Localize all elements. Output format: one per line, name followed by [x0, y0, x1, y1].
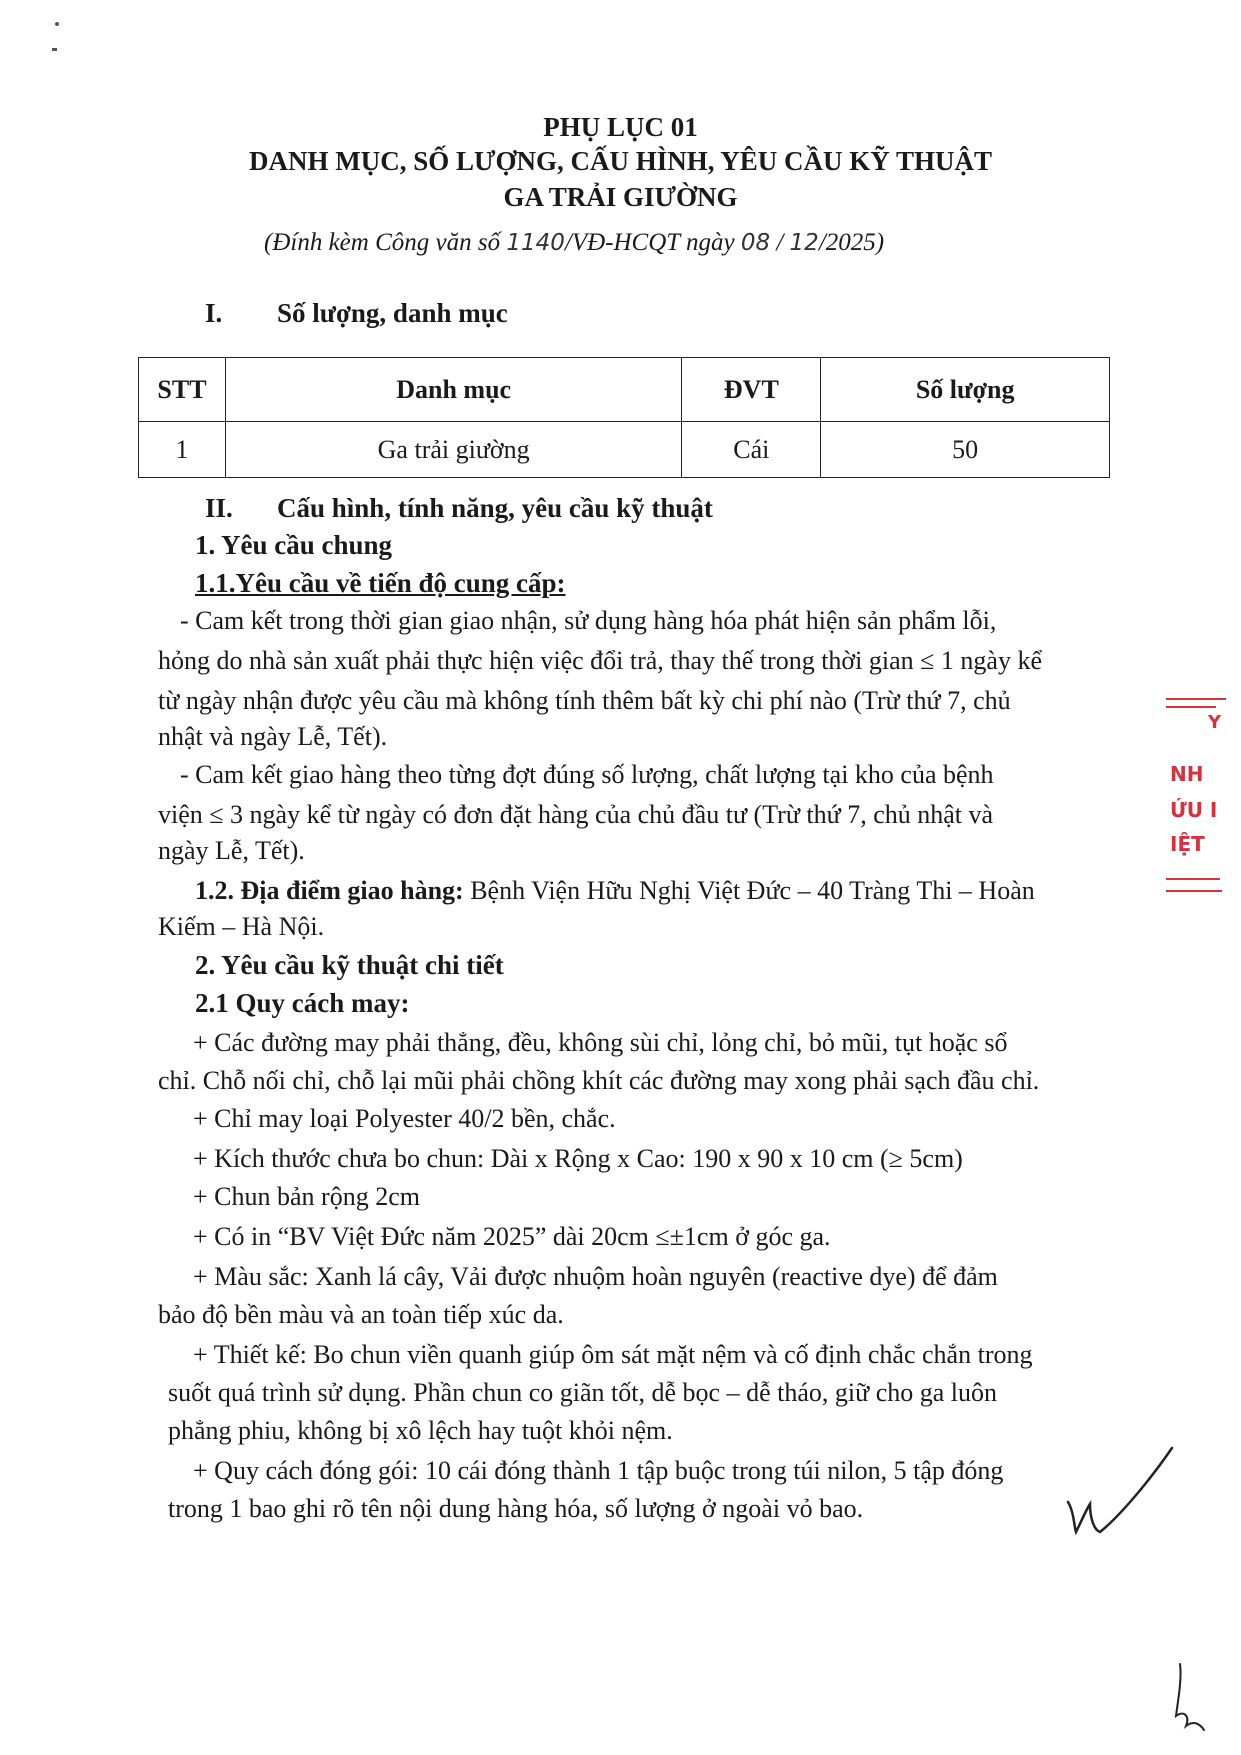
location-value: Bệnh Viện Hữu Nghị Việt Đức – 40 Tràng Thi – Hoàn: [463, 876, 1035, 905]
sewing-heading: 2.1 Quy cách may:: [195, 988, 410, 1018]
sewing-line-8: bảo độ bền màu và an toàn tiếp xúc da.: [158, 1300, 564, 1329]
attachment-prefix: (Đính kèm Công văn số: [264, 229, 501, 256]
scan-speck: [52, 48, 57, 51]
progress-p1-line3: từ ngày nhận được yêu cầu mà không tính thêm bất kỳ chi phí nào (Trừ thứ 7, chủ: [158, 686, 1011, 715]
header-stt: STT: [139, 358, 226, 422]
progress-p2-line2: viện ≤ 3 ngày kể từ ngày có đơn đặt hàng của chủ đầu tư (Trừ thứ 7, chủ nhật và: [158, 800, 994, 829]
sewing-line-12: + Quy cách đóng gói: 10 cái đóng thành 1 tập buộc trong túi nilon, 5 tập đóng: [193, 1456, 1004, 1485]
progress-p1-line2: hỏng do nhà sản xuất phải thực hiện việc đổi trả, thay thế trong thời gian ≤ 1 ngày kể: [158, 646, 1043, 675]
corner-initial: [1160, 1660, 1210, 1740]
sewing-line-4: + Kích thước chưa bo chun: Dài x Rộng x Cao: 190 x 90 x 10 cm (≥ 5cm): [193, 1144, 963, 1173]
table-header-row: [139, 358, 1110, 422]
progress-p1-line1: - Cam kết trong thời gian giao nhận, sử dụng hàng hóa phát hiện sản phẩm lỗi,: [180, 606, 997, 635]
detail-requirements-heading: 2. Yêu cầu kỹ thuật chi tiết: [195, 950, 504, 980]
section1-title: Số lượng, danh mục: [277, 298, 508, 328]
initial-signature: [1060, 1440, 1180, 1550]
document-title-line1: DANH MỤC, SỐ LƯỢNG, CẤU HÌNH, YÊU CẦU KỸ THUẬT: [248, 146, 993, 176]
section2-title: Cấu hình, tính năng, yêu cầu kỹ thuật: [277, 493, 713, 523]
stamp-fragment-3: ỨU I: [1170, 798, 1218, 822]
progress-heading: 1.1.Yêu cầu về tiến độ cung cấp:: [195, 568, 566, 598]
partial-stamp: [1162, 690, 1232, 920]
header-unit: ĐVT: [682, 358, 821, 422]
header-category: Danh mục: [225, 358, 681, 422]
handwritten-month: 12: [789, 230, 819, 256]
cell-category: Ga trải giường: [225, 422, 681, 478]
sewing-line-7: + Màu sắc: Xanh lá cây, Vải được nhuộm hoàn nguyên (reactive dye) để đảm: [193, 1262, 998, 1291]
sewing-line-6: + Có in “BV Việt Đức năm 2025” dài 20cm ≤±1cm ở góc ga.: [193, 1222, 831, 1251]
appendix-title: PHỤ LỤC 01: [543, 112, 698, 142]
sewing-line-13: trong 1 bao ghi rõ tên nội dung hàng hóa, số lượng ở ngoài vỏ bao.: [168, 1494, 864, 1523]
sewing-line-9: + Thiết kế: Bo chun viền quanh giúp ôm sát mặt nệm và cố định chắc chắn trong: [193, 1340, 1033, 1369]
handwritten-doc-number: 1140: [506, 230, 565, 256]
header-quantity: Số lượng: [821, 358, 1110, 422]
sewing-line-5: + Chun bản rộng 2cm: [193, 1182, 420, 1211]
sewing-line-1: + Các đường may phải thẳng, đều, không sùi chỉ, lỏng chỉ, bỏ mũi, tụt hoặc sổ: [193, 1028, 1008, 1057]
stamp-fragment-2: NH: [1170, 762, 1204, 786]
date-separator: /: [776, 229, 784, 256]
progress-p2-line3: ngày Lễ, Tết).: [158, 836, 305, 865]
location-line: [195, 876, 1035, 906]
attachment-middle: /VĐ-HCQT ngày: [564, 229, 735, 256]
cell-quantity: 50: [821, 422, 1110, 478]
items-table: [138, 357, 1110, 478]
handwritten-day: 08: [740, 230, 771, 256]
progress-p1-line4: nhật và ngày Lễ, Tết).: [158, 722, 388, 751]
table-row: [139, 422, 1110, 478]
cell-unit: Cái: [682, 422, 821, 478]
attachment-note: [264, 229, 884, 257]
document-title-line2: GA TRẢI GIƯỜNG: [503, 182, 738, 212]
cell-stt: 1: [139, 422, 226, 478]
section1-numeral: I.: [205, 298, 223, 328]
sewing-line-11: phẳng phiu, không bị xô lệch hay tuột khỏi nệm.: [168, 1416, 673, 1445]
stamp-fragment-1: Y: [1208, 712, 1222, 733]
stamp-fragment-4: IỆT: [1170, 832, 1205, 856]
progress-p2-line1: - Cam kết giao hàng theo từng đợt đúng số lượng, chất lượng tại kho của bệnh: [180, 760, 994, 789]
section2-numeral: II.: [205, 493, 233, 523]
general-requirements-heading: 1. Yêu cầu chung: [195, 530, 393, 560]
scan-speck: [55, 22, 59, 26]
sewing-line-2: chỉ. Chỗ nối chỉ, chỗ lại mũi phải chồng khít các đường may xong phải sạch đầu chỉ.: [158, 1066, 1040, 1095]
sewing-line-3: + Chỉ may loại Polyester 40/2 bền, chắc.: [193, 1104, 616, 1133]
location-continuation: Kiếm – Hà Nội.: [158, 912, 325, 941]
attachment-year: 2025): [825, 229, 885, 256]
attachment-suffix: /: [818, 229, 826, 256]
location-label: 1.2. Địa điểm giao hàng:: [195, 876, 464, 905]
sewing-line-10: suốt quá trình sử dụng. Phần chun co giãn tốt, dễ bọc – dễ tháo, giữ cho ga luôn: [168, 1378, 997, 1407]
